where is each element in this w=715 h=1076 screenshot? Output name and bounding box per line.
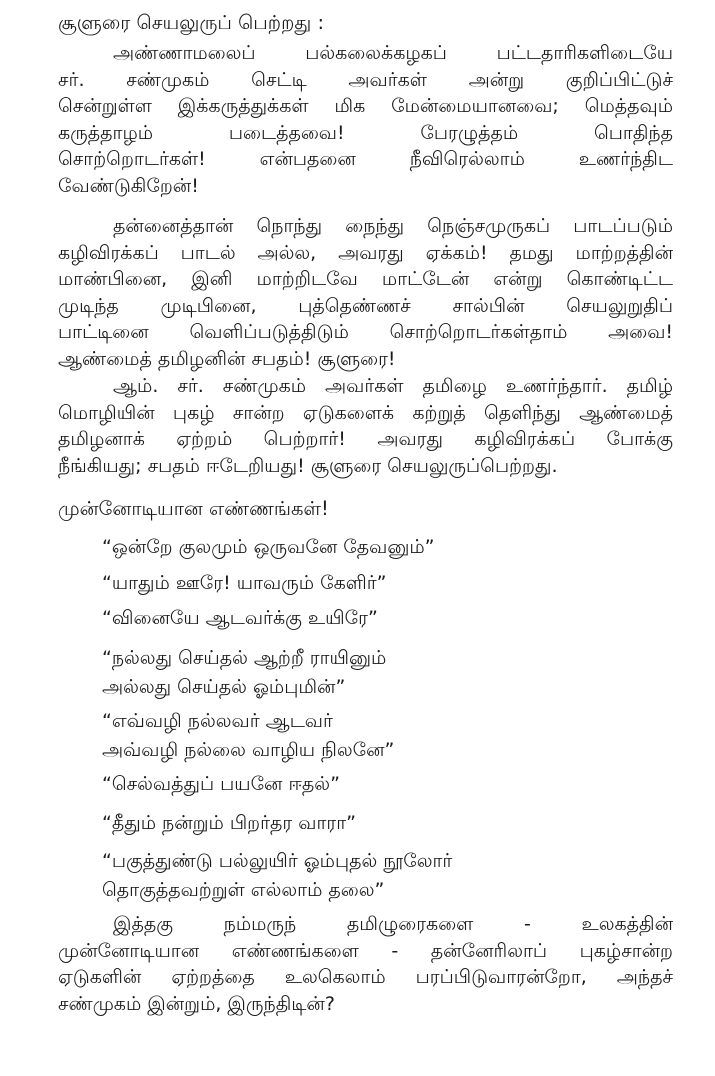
paragraph-line: நீங்கியது; சபதம் ஈடேறியது! சூளுரை செயலுருப்பெற்றது. — [58, 454, 558, 477]
quote-6 — [102, 770, 340, 799]
paragraph-line: அண்ணாமலைப் பல்கலைக்கழகப் பட்டதாரிகளிடையே — [113, 42, 673, 64]
paragraph-line: சென்றுள்ள இக்கருத்துக்கள் மிக மேன்மையானவை; மெத்தவும் — [58, 95, 673, 117]
paragraph-line: தன்னைத்தான் நொந்து நைந்து நெஞ்சமுருகப் பாடப்படும் — [113, 215, 673, 237]
paragraph-line: சொற்றொடர்கள்! என்பதனை நீவிரெல்லாம் உணர்ந்திட — [58, 148, 673, 170]
quote-line: “நல்லது செய்தல் ஆற்றீ ராயினும் — [102, 647, 387, 669]
paragraph-line: வேண்டுகிறேன்! — [58, 174, 199, 197]
quote-line: “செல்வத்துப் பயனே ஈதல்” — [102, 773, 340, 795]
paragraph-line: ஏடுகளின் ஏற்றத்தை உலகெலாம் பரப்பிடுவாரன்றோ, அந்தச் — [58, 966, 673, 988]
quote-4 — [102, 644, 386, 701]
paragraph-1 — [58, 40, 673, 199]
paragraph-line: முன்னோடியான எண்ணங்களை - தன்னேரிலாப் புகழ்சான்ற — [58, 939, 673, 962]
quote-2 — [102, 569, 387, 598]
paragraph-line: முடிந்த முடிபினை, புத்தெண்ணச் சால்பின் செயலுறுதிப் — [58, 294, 673, 317]
paragraph-line: சர். சண்முகம் செட்டி அவர்கள் அன்று குறிப்பிட்டுச் — [58, 68, 673, 91]
paragraph-line: பாட்டினை வெளிப்படுத்திடும் சொற்றொடர்கள்தாம் அவை! — [58, 321, 673, 343]
section-heading: சூளுரை செயலுருப் பெற்றது : — [58, 11, 325, 34]
paragraph-line: கருத்தாழம் படைத்தவை! பேரழுத்தம் பொதிந்த — [58, 121, 673, 144]
quote-line: “தீதும் நன்றும் பிறர்தர வாரா” — [102, 812, 356, 834]
paragraph-line: ஆம். சர். சண்முகம் அவர்கள் தமிழை உணர்ந்தார். தமிழ் — [113, 375, 673, 397]
quote-line: அவ்வழி நல்லை வாழிய நிலனே” — [102, 738, 395, 761]
paragraph-4 — [58, 911, 673, 1017]
quote-line: “பகுத்துண்டு பல்லுயிர் ஓம்புதல் நூலோர் — [102, 850, 453, 872]
paragraph-line: மொழியின் புகழ் சான்ற ஏடுகளைக் கற்றுத் தெளிந்து ஆண்மைத் — [58, 401, 673, 424]
quote-8 — [102, 847, 452, 904]
paragraph-2 — [58, 213, 673, 372]
quote-line: “எவ்வழி நல்லவர் ஆடவர் — [102, 710, 333, 732]
quote-line: “யாதும் ஊரே! யாவரும் கேளிர்” — [102, 572, 387, 594]
quote-line: “ஒன்றே குலமும் ஒருவனே தேவனும்” — [102, 536, 435, 558]
quote-line: அல்லது செய்தல் ஓம்புமின்” — [102, 675, 346, 698]
paragraph-line: தமிழனாக் ஏற்றம் பெற்றார்! அவரது கழிவிரக்கப் போக்கு — [58, 428, 673, 450]
quote-line: “வினையே ஆடவர்க்கு உயிரே” — [102, 607, 378, 629]
paragraph-line: சண்முகம் இன்றும், இருந்திடின்? — [58, 992, 335, 1015]
paragraph-3 — [58, 373, 673, 479]
quote-5 — [102, 707, 394, 764]
quote-7 — [102, 809, 356, 838]
paragraph-line: மாண்பினை, இனி மாற்றிடவே மாட்டேன் என்று கொண்டிட்ட — [58, 268, 673, 290]
quote-3 — [102, 604, 378, 633]
quote-1 — [102, 533, 435, 562]
paragraph-line: கழிவிரக்கப் பாடல் அல்ல, அவரது ஏக்கம்! தமது மாற்றத்தின் — [58, 241, 673, 264]
paragraph-line: இத்தகு நம்மருந் தமிழுரைகளை - உலகத்தின் — [113, 913, 673, 935]
paragraph-line: ஆண்மைத் தமிழனின் சபதம்! சூளுரை! — [58, 347, 396, 370]
section-heading-2: முன்னோடியான எண்ணங்கள்! — [58, 497, 329, 520]
quote-line: தொகுத்தவற்றுள் எல்லாம் தலை” — [102, 878, 385, 901]
